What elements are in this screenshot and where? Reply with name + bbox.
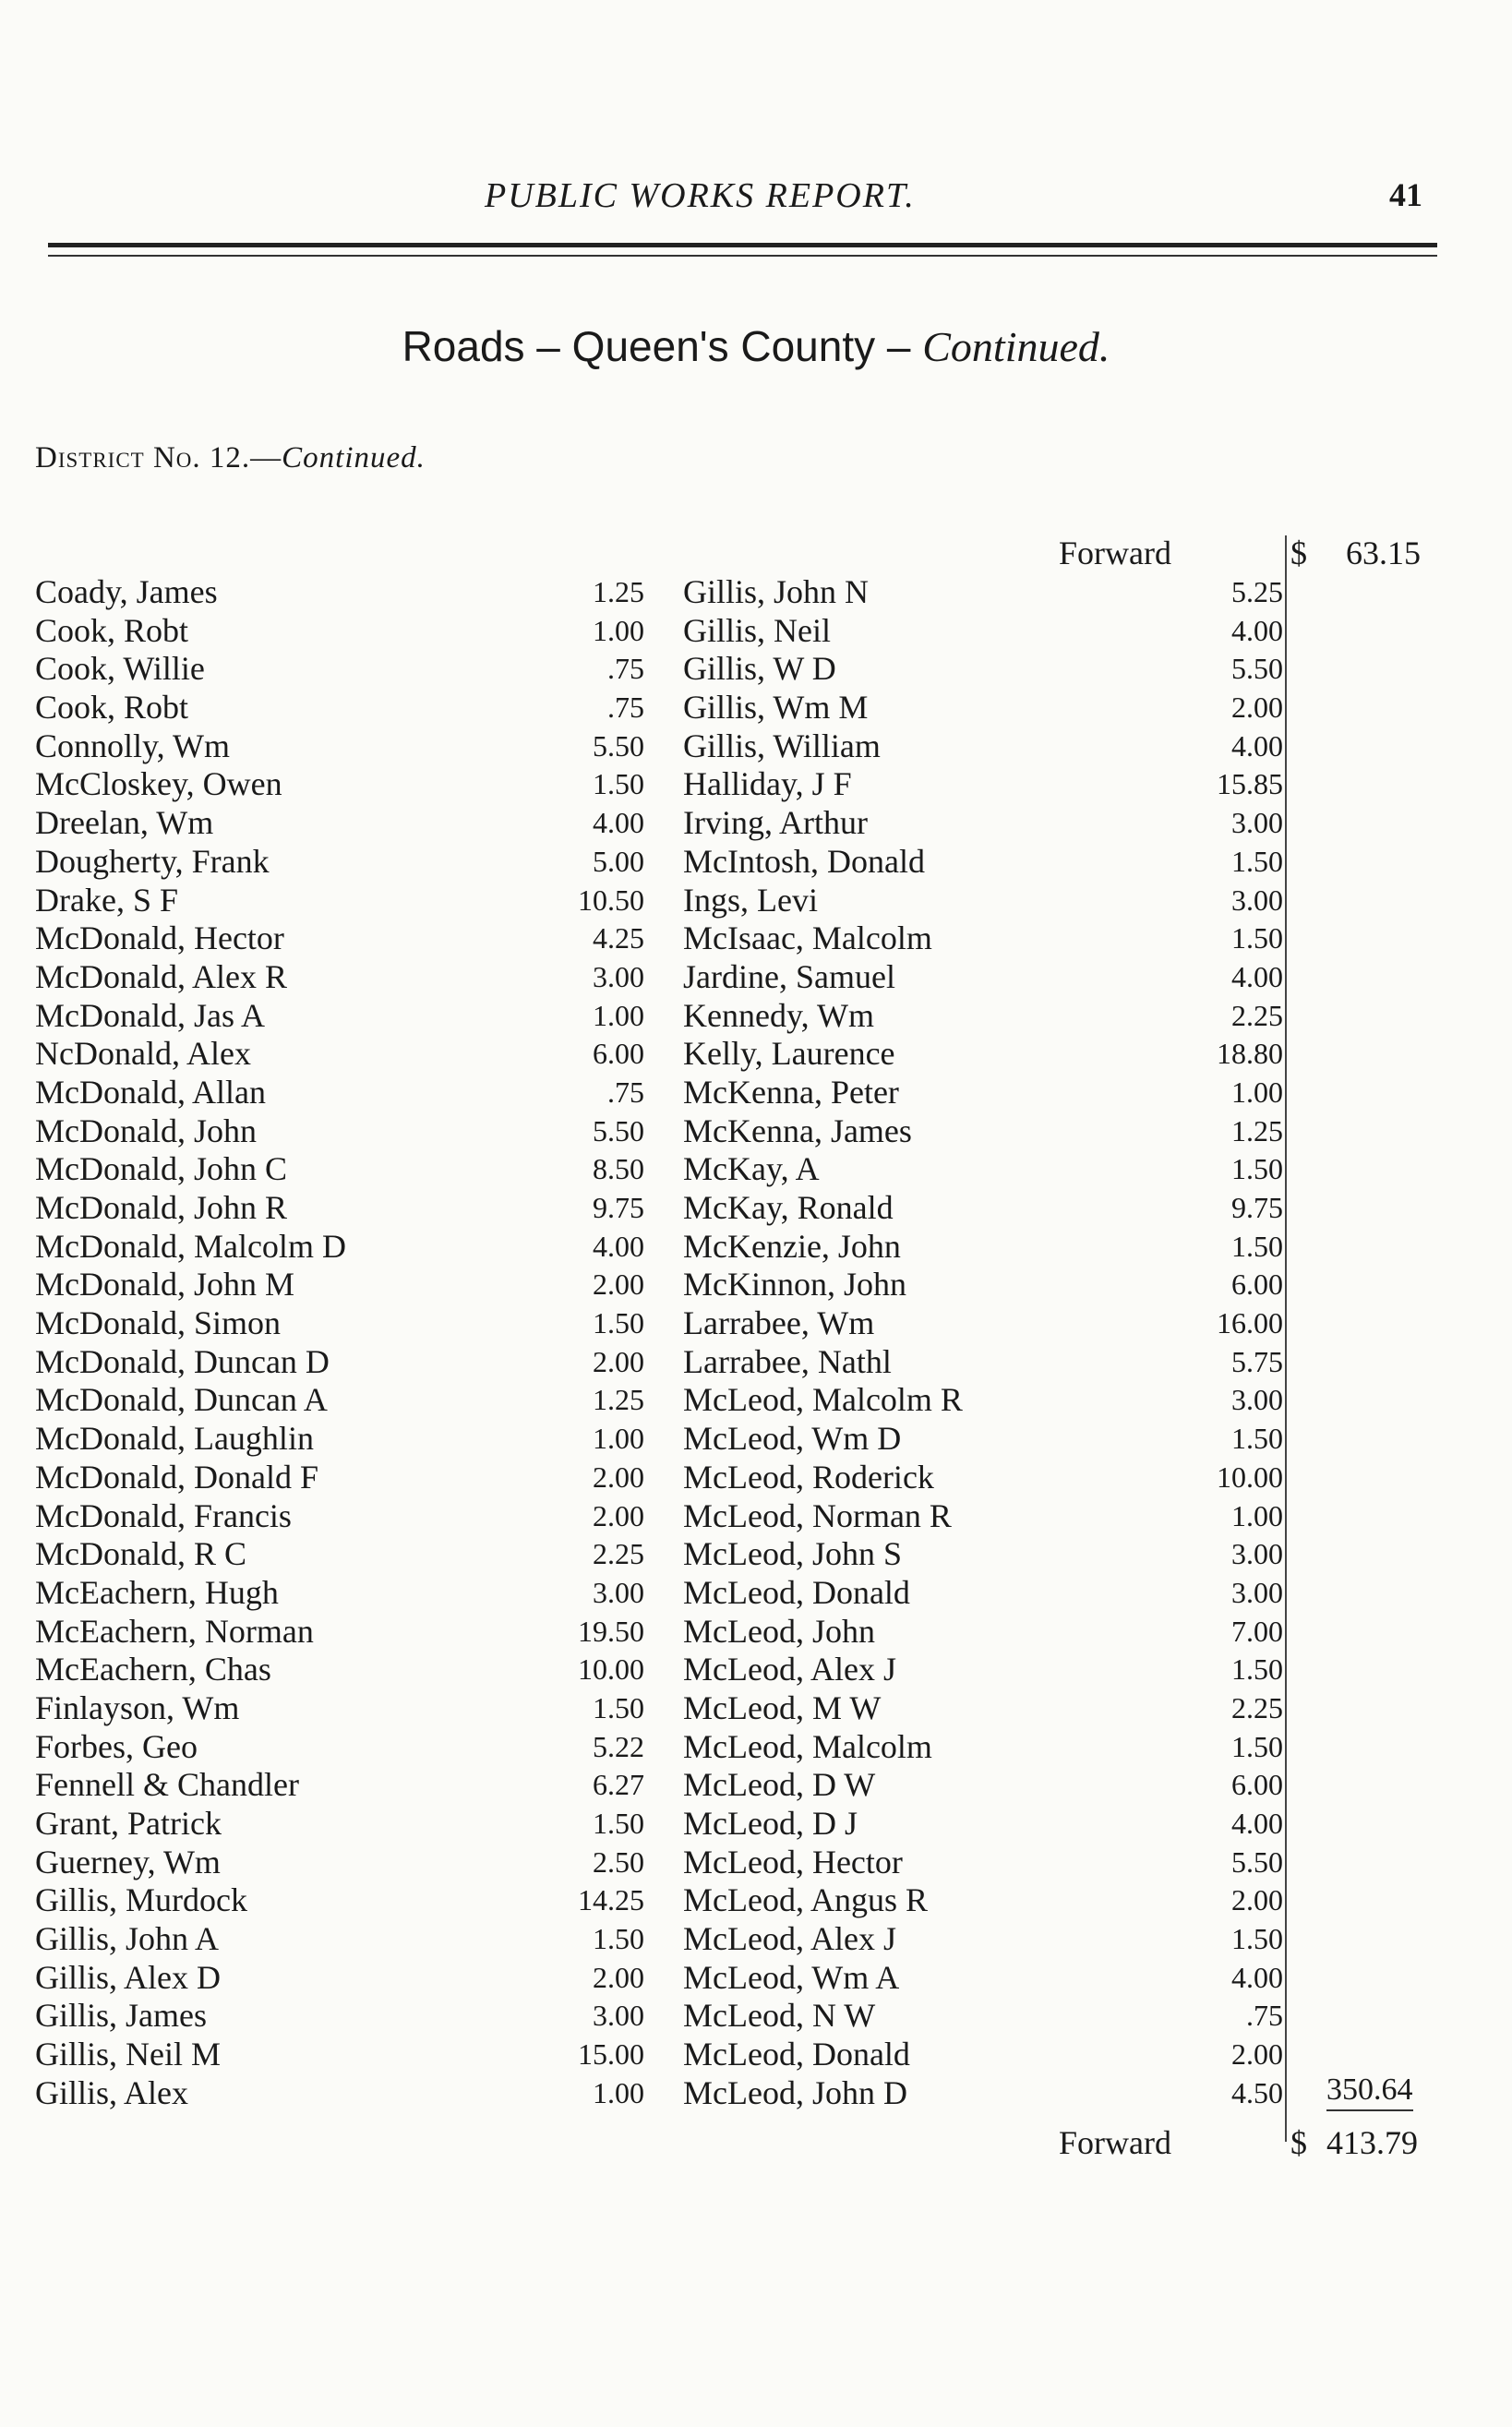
ledger-row xyxy=(35,843,644,882)
ledger-row xyxy=(683,1189,1283,1228)
payment-amount: 1.50 xyxy=(1231,1422,1283,1456)
payee-name: McDonald, John R xyxy=(35,1189,287,1226)
payee-name: McKinnon, John xyxy=(683,1266,906,1304)
payee-name: Gillis, William xyxy=(683,727,881,764)
payment-amount: 3.00 xyxy=(1231,1575,1283,1609)
left-ledger-column xyxy=(35,573,644,2113)
payment-amount: 10.00 xyxy=(578,1652,644,1687)
ledger-row xyxy=(683,1689,1283,1728)
ledger-row xyxy=(683,1728,1283,1767)
ledger-row xyxy=(683,1844,1283,1882)
ledger-row xyxy=(683,1150,1283,1189)
payment-amount: 9.75 xyxy=(1231,1191,1283,1224)
payment-amount: 1.00 xyxy=(593,2075,644,2109)
forward-top-label: Forward xyxy=(1059,535,1171,571)
payment-amount: .75 xyxy=(607,1075,644,1109)
payment-amount: 3.00 xyxy=(1231,883,1283,917)
payee-name: McDonald, Francis xyxy=(35,1496,292,1534)
ledger-row xyxy=(35,1035,644,1074)
payment-amount: 5.00 xyxy=(593,844,644,878)
payee-name: McKay, A xyxy=(683,1150,820,1188)
payee-name: McDonald, Hector xyxy=(35,919,284,957)
ledger-row xyxy=(35,1074,644,1112)
ledger-row xyxy=(683,1651,1283,1689)
payee-name: McDonald, R C xyxy=(35,1535,246,1573)
payee-name: McDonald, John M xyxy=(35,1266,294,1304)
ledger-row xyxy=(683,1805,1283,1844)
payee-name: McEachern, Chas xyxy=(35,1651,271,1688)
payee-name: Gillis, John A xyxy=(35,1920,220,1958)
ledger-row xyxy=(683,1343,1283,1382)
ledger-row xyxy=(683,1497,1283,1536)
ledger-row xyxy=(35,1997,644,2036)
payment-amount: 1.50 xyxy=(1231,1729,1283,1763)
payee-name: McDonald, Duncan A xyxy=(35,1381,328,1419)
payment-amount: 1.50 xyxy=(593,1807,644,1840)
payment-amount: 1.50 xyxy=(1231,844,1283,878)
payment-amount: 1.25 xyxy=(1231,1113,1283,1147)
forward-top-dollar: $ xyxy=(1290,535,1307,571)
payment-amount: 1.50 xyxy=(593,1922,644,1956)
payment-amount: 4.25 xyxy=(593,921,644,955)
payee-name: McLeod, Alex J xyxy=(683,1651,896,1688)
ledger-row xyxy=(683,1228,1283,1267)
payee-name: Larrabee, Nathl xyxy=(683,1342,892,1380)
ledger-row xyxy=(683,1613,1283,1652)
payment-amount: 1.50 xyxy=(593,1306,644,1340)
payee-name: McEachern, Norman xyxy=(35,1612,314,1650)
payee-name: McDonald, Simon xyxy=(35,1304,281,1342)
payee-name: Irving, Arthur xyxy=(683,804,868,842)
ledger-row xyxy=(683,1112,1283,1151)
ledger-row xyxy=(683,1074,1283,1112)
payee-name: Halliday, J F xyxy=(683,765,852,803)
payee-name: McLeod, M W xyxy=(683,1688,882,1726)
payee-name: McKenna, Peter xyxy=(683,1073,899,1111)
ledger-row xyxy=(683,1574,1283,1613)
payment-amount: 2.00 xyxy=(1231,1883,1283,1917)
payee-name: Gillis, John N xyxy=(683,573,870,610)
payment-amount: 16.00 xyxy=(1217,1306,1283,1340)
payee-name: Connolly, Wm xyxy=(35,727,231,764)
ledger-row xyxy=(683,2036,1283,2074)
payee-name: Gillis, Alex xyxy=(35,2073,189,2111)
payment-amount: 4.00 xyxy=(1231,959,1283,993)
payment-amount: 1.00 xyxy=(593,998,644,1032)
payee-name: McLeod, Hector xyxy=(683,1843,903,1880)
payment-amount: 14.25 xyxy=(578,1883,644,1917)
payment-amount: 10.50 xyxy=(578,883,644,917)
payment-amount: 1.50 xyxy=(1231,1229,1283,1263)
payment-amount: 6.00 xyxy=(1231,1268,1283,1302)
ledger-row xyxy=(35,919,644,958)
forward-bottom-dollar: $ xyxy=(1290,2124,1307,2161)
payment-amount: 1.25 xyxy=(593,575,644,608)
payee-name: Forbes, Geo xyxy=(35,1727,198,1765)
payment-amount: 15.85 xyxy=(1217,767,1283,801)
ledger-row xyxy=(35,1112,644,1151)
payee-name: McKay, Ronald xyxy=(683,1189,894,1226)
ledger-row xyxy=(683,1459,1283,1497)
payment-amount: 1.00 xyxy=(593,613,644,647)
ledger-row xyxy=(35,958,644,997)
payee-name: Gillis, Murdock xyxy=(35,1881,247,1919)
payee-name: Grant, Patrick xyxy=(35,1805,222,1842)
payee-name: McKenzie, John xyxy=(683,1227,901,1265)
payment-amount: 1.00 xyxy=(1231,1498,1283,1532)
ledger-row xyxy=(35,1689,644,1728)
payee-name: McEachern, Hugh xyxy=(35,1573,279,1611)
payment-amount: 2.00 xyxy=(593,1960,644,1994)
payment-amount: 2.00 xyxy=(593,1498,644,1532)
payment-amount: 6.00 xyxy=(593,1037,644,1071)
running-title: PUBLIC WORKS REPORT. xyxy=(485,176,916,215)
payee-name: Gillis, W D xyxy=(683,650,836,688)
payee-name: McLeod, John S xyxy=(683,1535,902,1573)
ledger-row xyxy=(35,1574,644,1613)
payee-name: Gillis, Neil xyxy=(683,611,831,649)
payment-amount: 4.00 xyxy=(1231,613,1283,647)
payment-amount: 5.22 xyxy=(593,1729,644,1763)
payment-amount: 2.25 xyxy=(1231,1690,1283,1724)
payee-name: NcDonald, Alex xyxy=(35,1035,251,1073)
payee-name: McLeod, Alex J xyxy=(683,1920,896,1958)
payee-name: McLeod, John xyxy=(683,1612,875,1650)
payee-name: Cook, Robt xyxy=(35,611,189,649)
payment-amount: 1.50 xyxy=(593,767,644,801)
ledger-row xyxy=(35,765,644,804)
ledger-row xyxy=(683,689,1283,727)
ledger-row xyxy=(683,1997,1283,2036)
ledger-row xyxy=(683,1266,1283,1304)
ledger-row xyxy=(35,1266,644,1304)
payment-amount: 3.00 xyxy=(1231,1537,1283,1571)
payee-name: McDonald, John xyxy=(35,1111,257,1149)
ledger-row xyxy=(683,997,1283,1036)
ledger-row xyxy=(683,1381,1283,1420)
payee-name: McLeod, Wm D xyxy=(683,1420,902,1458)
payment-amount: 18.80 xyxy=(1217,1037,1283,1071)
ledger-row xyxy=(35,1420,644,1459)
ledger-row xyxy=(35,689,644,727)
payment-amount: .75 xyxy=(607,691,644,725)
forward-bottom-label: Forward xyxy=(1059,2124,1171,2161)
payee-name: McDonald, Jas A xyxy=(35,996,265,1034)
payee-name: McLeod, Angus R xyxy=(683,1881,928,1919)
payment-amount: 7.00 xyxy=(1231,1614,1283,1648)
amount-column-rule xyxy=(1285,535,1287,2142)
payment-amount: 1.50 xyxy=(1231,1922,1283,1956)
payee-name: Kennedy, Wm xyxy=(683,996,874,1034)
payment-amount: 1.50 xyxy=(1231,1152,1283,1186)
payment-amount: 2.25 xyxy=(593,1537,644,1571)
payment-amount: 5.50 xyxy=(1231,652,1283,686)
ledger-row xyxy=(35,612,644,651)
payment-amount: 1.50 xyxy=(1231,921,1283,955)
ledger-row xyxy=(683,650,1283,689)
ledger-row xyxy=(683,919,1283,958)
payment-amount: 2.00 xyxy=(593,1460,644,1494)
header-rule-thick xyxy=(48,243,1437,247)
payee-name: McDonald, Laughlin xyxy=(35,1420,314,1458)
ledger-row xyxy=(35,1228,644,1267)
payee-name: Coady, James xyxy=(35,573,218,610)
payment-amount: 9.75 xyxy=(593,1191,644,1224)
payment-amount: 5.50 xyxy=(593,728,644,763)
payee-name: McLeod, Donald xyxy=(683,2036,910,2073)
payee-name: McLeod, Wm A xyxy=(683,1958,900,1996)
district-continued: Continued. xyxy=(282,441,426,475)
payment-amount: 2.00 xyxy=(593,1344,644,1378)
payee-name: Ings, Levi xyxy=(683,881,818,919)
ledger-row xyxy=(683,727,1283,766)
ledger-row xyxy=(683,1420,1283,1459)
payment-amount: 1.00 xyxy=(593,1422,644,1456)
payee-name: Drake, S F xyxy=(35,881,178,919)
payee-name: Jardine, Samuel xyxy=(683,957,895,995)
forward-bottom-amount: 413.79 xyxy=(1326,2124,1418,2161)
ledger-row xyxy=(35,1613,644,1652)
payment-amount: 6.00 xyxy=(1231,1768,1283,1802)
forward-top-amount: 63.15 xyxy=(1346,535,1421,571)
payment-amount: 5.50 xyxy=(1231,1844,1283,1879)
payee-name: McLeod, D W xyxy=(683,1766,876,1804)
section-title-main: Roads – Queen's County – xyxy=(402,322,923,370)
ledger-row xyxy=(35,997,644,1036)
payee-name: McLeod, Malcolm xyxy=(683,1727,932,1765)
payment-amount: 3.00 xyxy=(593,959,644,993)
payment-amount: 2.50 xyxy=(593,1844,644,1879)
district-label: District No. xyxy=(35,441,201,475)
payment-amount: 2.00 xyxy=(1231,691,1283,725)
payee-name: Dougherty, Frank xyxy=(35,842,270,880)
ledger-row xyxy=(35,1381,644,1420)
payee-name: Gillis, James xyxy=(35,1997,207,2035)
payment-amount: 5.75 xyxy=(1231,1344,1283,1378)
payment-amount: 3.00 xyxy=(1231,1383,1283,1417)
ledger-row xyxy=(35,1497,644,1536)
ledger-row xyxy=(35,1150,644,1189)
payment-amount: 5.25 xyxy=(1231,575,1283,608)
ledger-row xyxy=(683,612,1283,651)
payee-name: McLeod, Malcolm R xyxy=(683,1381,963,1419)
district-number: 12.— xyxy=(200,441,282,475)
ledger-row xyxy=(35,1535,644,1574)
page-number: 41 xyxy=(1389,176,1422,213)
payee-name: Gillis, Neil M xyxy=(35,2036,222,2073)
payee-name: McDonald, Duncan D xyxy=(35,1342,330,1380)
ledger-row xyxy=(35,1304,644,1343)
payee-name: Finlayson, Wm xyxy=(35,1688,240,1726)
ledger-row xyxy=(35,1459,644,1497)
payee-name: Larrabee, Wm xyxy=(683,1304,875,1342)
payee-name: Fennell & Chandler xyxy=(35,1766,299,1804)
payee-name: Cook, Willie xyxy=(35,650,205,688)
payee-name: McLeod, N W xyxy=(683,1997,876,2035)
ledger-row xyxy=(35,1920,644,1959)
payment-amount: 10.00 xyxy=(1217,1460,1283,1494)
ledger-row xyxy=(683,1535,1283,1574)
payee-name: McDonald, Donald F xyxy=(35,1458,318,1496)
payee-name: McDonald, John C xyxy=(35,1150,287,1188)
ledger-row xyxy=(35,650,644,689)
payment-amount: 3.00 xyxy=(593,1575,644,1609)
ledger-row xyxy=(35,2036,644,2074)
payment-amount: 4.00 xyxy=(593,1229,644,1263)
ledger-row xyxy=(683,2074,1283,2113)
payment-amount: 3.00 xyxy=(593,1999,644,2033)
payment-amount: 1.50 xyxy=(593,1690,644,1724)
ledger-row xyxy=(683,765,1283,804)
payee-name: McLeod, John D xyxy=(683,2073,907,2111)
payee-name: McIsaac, Malcolm xyxy=(683,919,932,957)
ledger-row xyxy=(683,1881,1283,1920)
ledger-row xyxy=(35,882,644,920)
payee-name: Dreelan, Wm xyxy=(35,804,214,842)
ledger-row xyxy=(35,1881,644,1920)
header-rule-thin xyxy=(48,255,1437,257)
ledger-row xyxy=(35,1805,644,1844)
payment-amount: 1.25 xyxy=(593,1383,644,1417)
payment-amount: 3.00 xyxy=(1231,806,1283,840)
payment-amount: 4.00 xyxy=(1231,728,1283,763)
ledger-row xyxy=(35,1766,644,1805)
payment-amount: 4.00 xyxy=(1231,1960,1283,1994)
section-title xyxy=(0,321,1512,371)
ledger-row xyxy=(683,843,1283,882)
ledger-row xyxy=(35,1651,644,1689)
payee-name: Cook, Robt xyxy=(35,689,189,727)
payment-amount: 4.50 xyxy=(1231,2075,1283,2109)
payee-name: McLeod, Roderick xyxy=(683,1458,934,1496)
ledger-row xyxy=(35,1844,644,1882)
ledger-row xyxy=(683,882,1283,920)
payment-amount: 19.50 xyxy=(578,1614,644,1648)
ledger-row xyxy=(35,727,644,766)
running-header xyxy=(0,175,1512,222)
payee-name: Gillis, Wm M xyxy=(683,689,869,727)
payee-name: McDonald, Alex R xyxy=(35,957,287,995)
ledger-row xyxy=(683,958,1283,997)
payee-name: McLeod, Donald xyxy=(683,1573,910,1611)
payment-amount: 5.50 xyxy=(593,1113,644,1147)
ledger-row xyxy=(683,573,1283,612)
ledger-row xyxy=(683,804,1283,843)
payment-amount: 1.00 xyxy=(1231,1075,1283,1109)
ledger-row xyxy=(35,1343,644,1382)
payment-amount: 2.25 xyxy=(1231,998,1283,1032)
ledger-row xyxy=(35,573,644,612)
ledger-row xyxy=(683,1304,1283,1343)
ledger-row xyxy=(35,1959,644,1998)
ledger-row xyxy=(683,1766,1283,1805)
payee-name: McKenna, James xyxy=(683,1111,912,1149)
ledger-row xyxy=(683,1035,1283,1074)
page-subtotal: 350.64 xyxy=(1326,2073,1413,2111)
payment-amount: 15.00 xyxy=(578,2037,644,2072)
ledger-row xyxy=(35,804,644,843)
payment-amount: 2.00 xyxy=(593,1268,644,1302)
ledger-row xyxy=(683,1959,1283,1998)
ledger-row xyxy=(35,2074,644,2113)
right-ledger-column xyxy=(683,573,1283,2113)
payment-amount: 4.00 xyxy=(593,806,644,840)
payee-name: Gillis, Alex D xyxy=(35,1958,222,1996)
payee-name: McCloskey, Owen xyxy=(35,765,282,803)
payment-amount: 1.50 xyxy=(1231,1652,1283,1687)
section-title-continued: Continued. xyxy=(922,323,1110,370)
ledger-row xyxy=(35,1189,644,1228)
payee-name: McLeod, D J xyxy=(683,1805,858,1842)
payee-name: Kelly, Laurence xyxy=(683,1035,895,1073)
payee-name: McLeod, Norman R xyxy=(683,1496,952,1534)
payment-amount: 8.50 xyxy=(593,1152,644,1186)
payment-amount: 6.27 xyxy=(593,1768,644,1802)
ledger-row xyxy=(35,1728,644,1767)
payee-name: McIntosh, Donald xyxy=(683,842,925,880)
payee-name: McDonald, Malcolm D xyxy=(35,1227,346,1265)
district-heading xyxy=(35,441,426,475)
payment-amount: 2.00 xyxy=(1231,2037,1283,2072)
payee-name: Guerney, Wm xyxy=(35,1843,221,1880)
payment-amount: 4.00 xyxy=(1231,1807,1283,1840)
payment-amount: .75 xyxy=(607,652,644,686)
payee-name: McDonald, Allan xyxy=(35,1073,266,1111)
payment-amount: .75 xyxy=(1246,1999,1283,2033)
ledger-row xyxy=(683,1920,1283,1959)
